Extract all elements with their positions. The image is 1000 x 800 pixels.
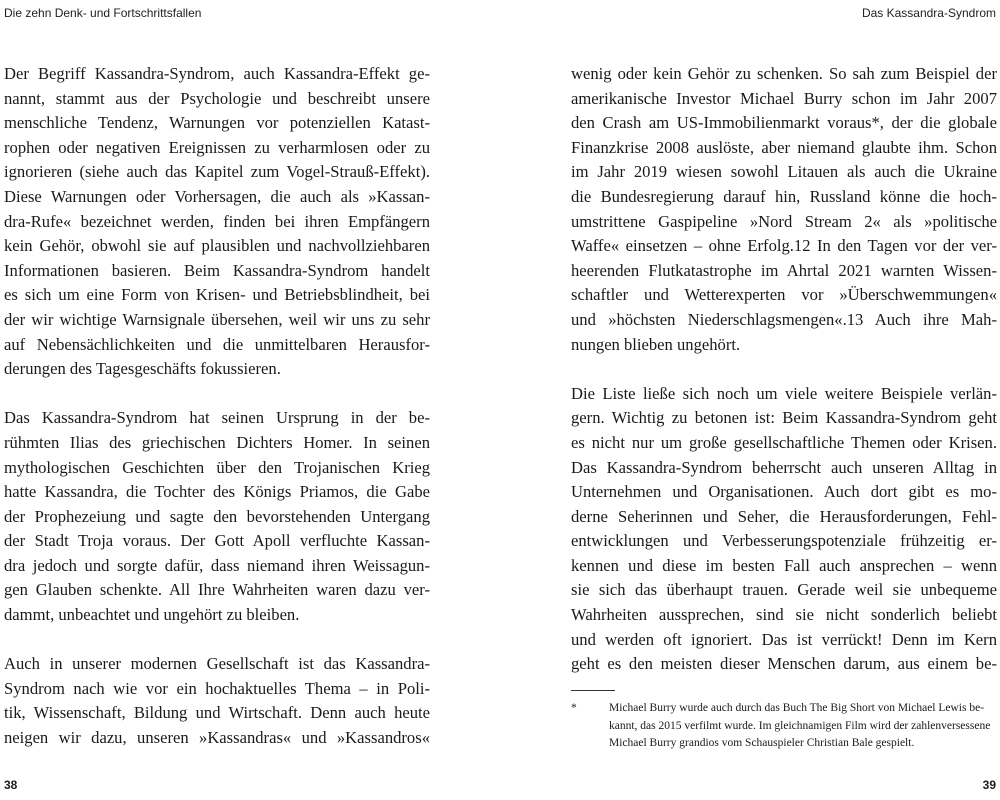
- text-line: ignorieren (siehe auch das Kapitel zum Vogel-Strauß-Effekt).: [4, 162, 430, 182]
- left-body-text: [4, 62, 430, 751]
- text-line: gern. Wichtig zu betonen ist: Beim Kassandra-Syndrom geht: [571, 408, 997, 428]
- text-line: entwicklungen und Verbesserungspotenziale frühzeitig er-: [571, 531, 997, 551]
- text-line: den Crash am US-Immobilienmarkt voraus*, der die globale: [571, 113, 997, 133]
- paragraph-gap: [4, 628, 430, 653]
- text-line: Der Begriff Kassandra-Syndrom, auch Kassandra-Effekt ge-: [4, 64, 430, 83]
- footnote-line: Michael Burry wurde auch durch das Buch The Big Short von Michael Lewis be-: [609, 702, 985, 714]
- text-line: wenig oder kein Gehör zu schenken. So sah zum Beispiel der: [571, 64, 997, 83]
- text-line: Diese Warnungen oder Vorhersagen, die auch als »Kassan-: [4, 186, 430, 206]
- right-page: [500, 0, 1000, 800]
- text-line: sie sich das überhaupt trauen. Gerade weil sie unbequeme: [571, 580, 997, 600]
- footnote-rule: [571, 690, 615, 691]
- text-line: Unternehmen und Organisationen. Auch dort gibt es mo-: [571, 482, 997, 502]
- text-line: es nicht nur um große gesellschaftliche Themen oder Krisen.: [571, 432, 997, 452]
- text-line: und »höchsten Niederschlagsmengen«.13 Auch ihre Mah-: [571, 309, 997, 329]
- text-line: Die Liste ließe sich noch um viele weitere Beispiele verlän-: [571, 383, 997, 403]
- text-line: menschliche Tendenz, Warnungen vor potenziellen Katast-: [4, 113, 430, 133]
- text-line: Das Kassandra-Syndrom hat seinen Ursprung in der be-: [4, 408, 430, 428]
- text-line: der Prophezeiung und sagte den bevorstehenden Untergang: [4, 506, 430, 526]
- text-line: kennen und diese im besten Fall auch ansprechen – wenn: [571, 555, 997, 575]
- paragraph-gap: [4, 382, 430, 407]
- text-line: Syndrom nach wie vor ein hochaktuelles Thema – in Poli-: [4, 678, 430, 698]
- text-line: gen Glauben schenkte. All Ihre Wahrheiten waren dazu ver-: [4, 580, 430, 600]
- text-line: und werden oft ignoriert. Das ist verrückt! Denn im Kern: [571, 629, 997, 649]
- running-head-left: Die zehn Denk- und Fortschrittsfallen: [4, 6, 202, 20]
- text-line: kein Gehör, obwohl sie auf plausiblen und nachvollziehbaren: [4, 236, 430, 256]
- text-line: hatte Kassandra, die Tochter des Königs Priamos, die Gabe: [4, 482, 430, 502]
- paragraph-gap: [571, 357, 997, 382]
- footnote-line: kannt, das 2015 verfilmt wurde. Im gleichnamigen Film wird der zahlenversessene: [609, 719, 991, 732]
- text-line: Auch in unserer modernen Gesellschaft ist das Kassandra-: [4, 654, 430, 674]
- text-line: der Stadt Troja voraus. Der Gott Apoll verfluchte Kassan-: [4, 531, 430, 551]
- text-line: es sich um eine Form von Krisen- und Betriebsblindheit, bei: [4, 285, 430, 305]
- text-line: im Jahr 2019 wiesen sowohl Litauen als auch die Ukraine: [571, 162, 997, 182]
- text-line: auf Nebensächlichkeiten und die unmittelbaren Herausfor-: [4, 334, 430, 354]
- text-line: Finanzkrise 2008 auslöste, aber niemand glaubte ihm. Schon: [571, 137, 997, 157]
- text-line: derne Seherinnen und Seher, die Herausforderungen, Fehl-: [571, 506, 997, 526]
- text-line: rühmten Ilias des griechischen Dichters Homer. In seinen: [4, 432, 430, 452]
- text-line: umstrittene Gaspipeline »Nord Stream 2« als »politische: [571, 211, 997, 231]
- footnote: [571, 700, 997, 753]
- right-body-text: [571, 62, 997, 677]
- text-line: Wahrheiten aussprechen, sind sie nicht sonderlich beliebt: [571, 605, 997, 625]
- text-line: der wir wichtige Warnsignale übersehen, weil wir uns zu sehr: [4, 309, 430, 329]
- footnote-line: Michael Burry grandios vom Schauspieler Christian Bale gespielt.: [609, 737, 915, 749]
- text-line: rophen oder negativen Ereignissen zu verharmlosen oder zu: [4, 137, 430, 157]
- text-line: nungen blieben ungehört.: [571, 334, 741, 354]
- text-line: dra jedoch und sorgte dafür, dass niemand ihren Weissagun-: [4, 555, 430, 575]
- text-line: nannt, stammt aus der Psychologie und beschreibt unsere: [4, 88, 430, 108]
- text-line: schaftler und Wetterexperten vor »Überschwemmungen«: [571, 285, 997, 305]
- text-line: Informationen basieren. Beim Kassandra-Syndrom handelt: [4, 260, 430, 280]
- running-head-right: Das Kassandra-Syndrom: [861, 6, 996, 20]
- page-number-left: 38: [4, 778, 18, 792]
- footnote-marker: *: [571, 702, 577, 714]
- text-line: neigen wir dazu, unseren »Kassandras« und »Kassandros«: [4, 728, 430, 748]
- text-line: tik, Wissenschaft, Bildung und Wirtschaft. Denn auch heute: [4, 703, 430, 723]
- text-line: die Bundesregierung darauf hin, Russland könne die hoch-: [571, 186, 997, 206]
- text-line: Waffe« einsetzen – ohne Erfolg.12 In den Tagen vor der ver-: [571, 236, 997, 256]
- text-line: amerikanische Investor Michael Burry schon im Jahr 2007: [571, 88, 997, 108]
- text-line: dammt, unbeachtet und ungehört zu bleiben.: [4, 605, 300, 625]
- text-line: mythologischen Geschichten über den Trojanischen Krieg: [4, 457, 430, 477]
- text-line: dra-Rufe« bezeichnet werden, finden bei ihren Empfängern: [4, 211, 430, 231]
- text-line: derungen des Tagesgeschäfts fokussieren.: [4, 359, 281, 379]
- text-line: heerenden Flutkatastrophe im Ahrtal 2021 warnten Wissen-: [571, 260, 997, 280]
- text-line: Das Kassandra-Syndrom beherrscht auch unseren Alltag in: [571, 457, 997, 477]
- page-number-right: 39: [982, 778, 996, 792]
- text-line: geht es den meisten dieser Menschen darum, aus einem be-: [571, 654, 997, 674]
